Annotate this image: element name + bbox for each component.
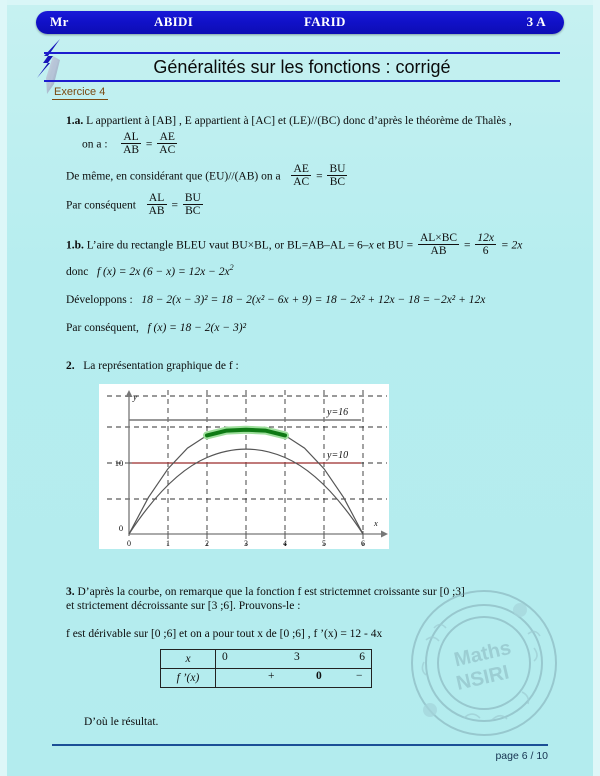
page-edge-left — [0, 0, 7, 776]
footer-page-number: page 6 / 10 — [495, 750, 548, 762]
fraction-ae-ac-2 — [291, 163, 311, 189]
de-meme-text: De même, en considérant que (EU)//(AB) on a — [66, 170, 281, 183]
question-3-tag: 3. — [66, 586, 75, 598]
x-axis-arrow — [381, 531, 388, 538]
x-value-3: 3 — [294, 651, 300, 663]
header-banner — [36, 11, 564, 34]
table-header-x: x — [161, 650, 216, 669]
question-1a-equation-2: De même, en considérant que (EU)//(AB) on a $\frac{AE}{AC}$ = $\frac{BU}{BC}$ — [66, 163, 346, 189]
fraction-bu-bc-2 — [183, 192, 203, 218]
question-1b-function — [66, 263, 234, 278]
sign-plus: + — [268, 670, 275, 682]
question-1b: 1.b. L’aire du rectangle BLEU vaut BU×BL, or BL=AB–AL = 6–x et BU = $\frac{AL\times BC}{AB}$ = $\frac{12x}{6}$ = 2x — [66, 232, 523, 258]
fraction-denominator: 6 — [475, 244, 496, 257]
fraction-numerator: AL — [123, 131, 139, 143]
graph-svg — [99, 384, 389, 549]
question-1b-tag: 1.b. — [66, 239, 84, 252]
table-row — [161, 650, 372, 669]
developpons-conclusion — [66, 322, 246, 334]
fraction-denominator: AC — [293, 176, 310, 189]
question-1a-text: L appartient à [AB] , E appartient à [AC] et (LE)//(BC) donc d’après le théorème de Thalès , — [86, 115, 512, 127]
table-row — [161, 669, 372, 688]
y-axis-label: y — [133, 392, 137, 402]
ona-label: on a : — [82, 138, 108, 151]
page-edge-right — [593, 0, 600, 776]
x-axis-label: x — [374, 518, 378, 528]
question-2-tag: 2. — [66, 360, 75, 372]
question-3-line1 — [66, 586, 465, 598]
svg-text:6: 6 — [361, 539, 365, 548]
svg-text:2: 2 — [205, 539, 209, 548]
circular-stamp-icon — [404, 588, 564, 738]
question-1a — [66, 115, 512, 127]
question-1a-equation-1: on a : $\frac{AL}{AB}$ = $\frac{AE}{AC}$ — [82, 131, 176, 157]
question-2 — [66, 360, 239, 372]
fraction-albc-ab — [418, 232, 459, 258]
header-first-name: FARID — [304, 14, 346, 29]
fraction-12x-6 — [475, 232, 496, 258]
fraction-al-ab-2 — [147, 192, 167, 218]
fraction-bu-bc — [327, 163, 347, 189]
exercice-label: Exercice 4 — [52, 86, 108, 100]
sign-variation-table — [160, 649, 372, 688]
x-value-0: 0 — [222, 651, 228, 663]
fraction-numerator: AE — [293, 163, 309, 175]
svg-text:3: 3 — [244, 539, 248, 548]
par-consequent-label-2: Par conséquent, — [66, 322, 139, 334]
fraction-denominator: AB — [123, 144, 140, 157]
donc-label: donc — [66, 265, 89, 278]
question-1a-conclusion: Par conséquent $\frac{AL}{AB}$ = $\frac{BU}{BC}$ — [66, 192, 201, 218]
svg-text:4: 4 — [283, 539, 287, 548]
question-1b-text-part2: et BU = — [373, 239, 414, 252]
y-axis-arrow — [126, 390, 133, 397]
x-tick-labels — [127, 539, 365, 548]
final-function-form: f (x) = 18 − 2(x − 3)² — [147, 322, 247, 334]
y-tick-label-10: 10 — [114, 458, 124, 468]
question-1b-result: = 2x — [500, 239, 523, 252]
conclusion-text: D’où le résultat. — [84, 716, 159, 728]
developpons-label: Développons : — [66, 294, 133, 306]
table-header-fprime: f ’(x) — [161, 669, 216, 688]
svg-text:5: 5 — [322, 539, 326, 548]
fraction-numerator: BU — [184, 192, 201, 204]
question-3-line2: et strictement décroissante sur [3 ;6]. Prouvons-le : — [66, 600, 301, 612]
fraction-denominator: AB — [418, 244, 459, 257]
page-title: Généralités sur les fonctions : corrigé — [153, 57, 451, 77]
fraction-numerator: AE — [159, 131, 175, 143]
fraction-denominator: BC — [183, 204, 203, 217]
question-1a-tag: 1.a. — [66, 115, 84, 127]
fraction-denominator: AC — [159, 144, 176, 157]
title-rule-bottom — [44, 80, 560, 82]
svg-text:1: 1 — [166, 539, 170, 548]
x-value-6: 6 — [359, 651, 365, 663]
function-expression: f (x) = 2x (6 − x) = 12x − 2x — [96, 265, 230, 278]
fraction-numerator: AL×BC — [419, 232, 458, 244]
fraction-numerator: AL — [148, 192, 165, 204]
exponent: 2 — [229, 263, 234, 272]
fraction-numerator: BU — [329, 163, 346, 175]
par-consequent-label: Par conséquent — [66, 199, 136, 212]
variable-x: x — [368, 239, 374, 252]
header-class-level: 3 A — [526, 14, 546, 29]
fraction-denominator: BC — [327, 175, 347, 188]
stamp-text-line1: Maths — [452, 636, 514, 672]
sign-minus: − — [356, 670, 363, 682]
developpons-line — [66, 294, 485, 306]
table-row-signs — [216, 669, 372, 688]
header-title-prefix: Mr — [50, 14, 69, 29]
annotation-y16: y=16 — [327, 407, 349, 418]
question-3-line3: f est dérivable sur [0 ;6] et on a pour tout x de [0 ;6] , f ’(x) = 12 - 4x — [66, 628, 383, 640]
footer-rule — [52, 744, 548, 746]
question-3-text-1: D’après la courbe, on remarque que la fonction f est strictemnet croissante sur [0 ;3] — [77, 586, 465, 598]
svg-text:0: 0 — [127, 539, 131, 548]
question-1b-text-part1: L’aire du rectangle BLEU vaut BU×BL, or BL=AB–AL = 6– — [86, 239, 369, 252]
fraction-denominator: AB — [148, 205, 165, 218]
page-edge-top — [0, 0, 600, 5]
header-last-name: ABIDI — [154, 14, 194, 29]
fraction-al-ab — [121, 131, 141, 157]
stamp-text-line2: NSIRI — [454, 661, 512, 695]
origin-label: 0 — [118, 523, 124, 533]
table-row-x-values — [216, 650, 372, 669]
fraction-ae-ac — [157, 131, 177, 157]
sign-zero: 0 — [316, 670, 322, 682]
developpons-equation: 18 − 2(x − 3)² = 18 − 2(x² − 6x + 9) = 18 − 2x² + 12x − 18 = −2x² + 12x — [141, 294, 486, 306]
annotation-y10: y=10 — [327, 450, 349, 461]
function-graph — [99, 384, 389, 549]
fraction-numerator: 12x — [477, 232, 494, 244]
question-2-text: La représentation graphique de f : — [83, 360, 239, 372]
